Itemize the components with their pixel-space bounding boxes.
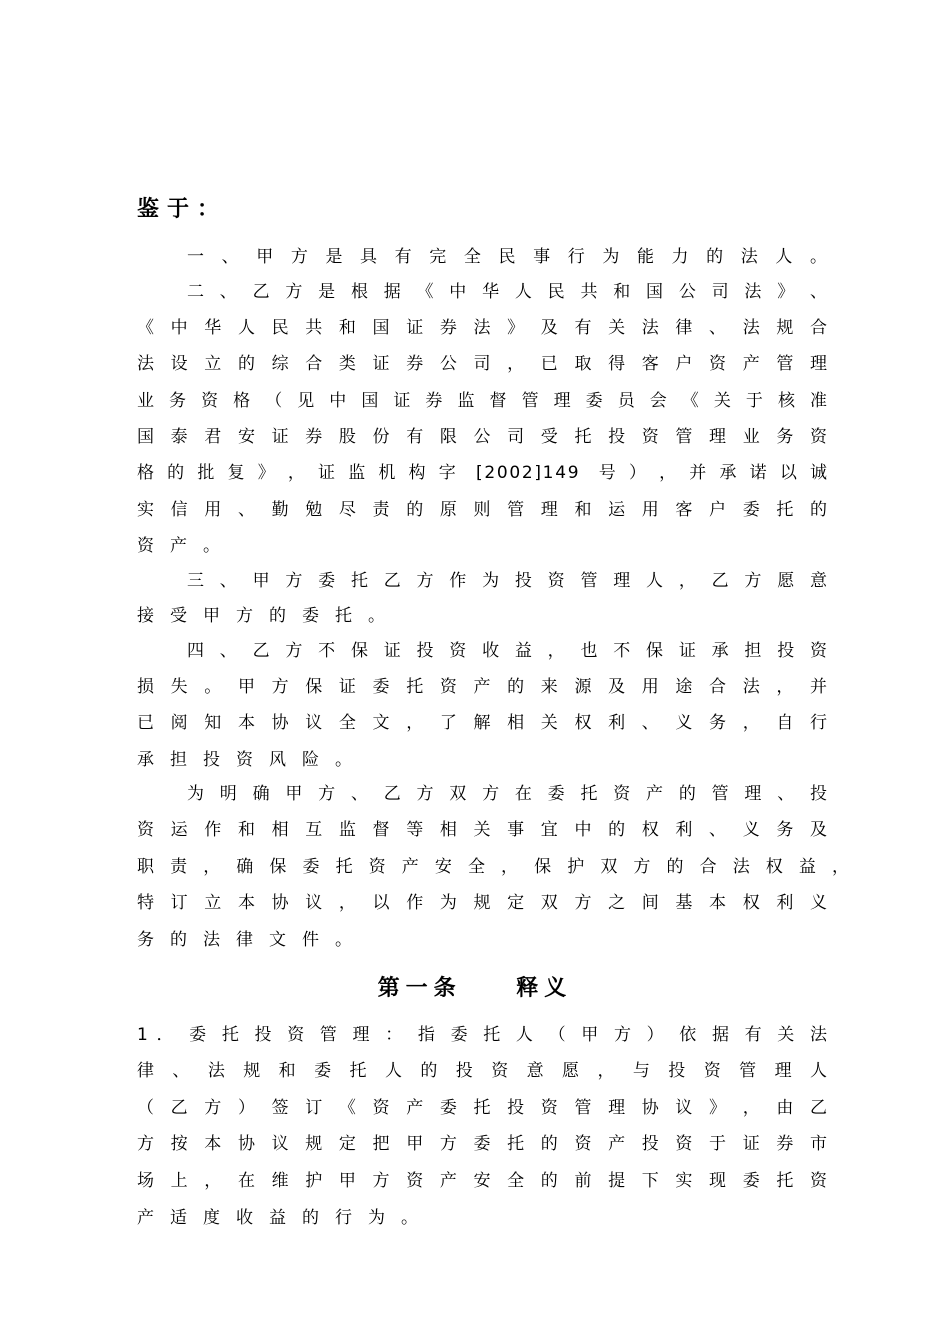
recital-item-2-line: 法 设 立 的 综 合 类 证 券 公 司 ， 已 取 得 客 户 资 产 管 理 [137, 354, 827, 374]
purpose-line: 资 运 作 和 相 互 监 督 等 相 关 事 宜 中 的 权 利 、 义 务 及 [137, 820, 827, 840]
recital-item-2-line: 资产。 [137, 536, 236, 556]
purpose-line: 职 责 ， 确 保 委 托 资 产 安 全 ， 保 护 双 方 的 合 法 权 益 ， [137, 857, 849, 877]
recital-item-1-line: 一 、 甲 方 是 具 有 完 全 民 事 行 为 能 力 的 法 人 。 [187, 247, 827, 267]
purpose-line: 特 订 立 本 协 议 ， 以 作 为 规 定 双 方 之 间 基 本 权 利 义 [137, 893, 827, 913]
recital-item-3-line: 三 、 甲 方 委 托 乙 方 作 为 投 资 管 理 人 ， 乙 方 愿 意 [187, 571, 827, 591]
purpose-line: 为 明 确 甲 方 、 乙 方 双 方 在 委 托 资 产 的 管 理 、 投 [187, 784, 827, 804]
recital-item-2-line: 二 、 乙 方 是 根 据 《 中 华 人 民 共 和 国 公 司 法 》 、 [187, 282, 827, 302]
recital-item-4-line: 已 阅 知 本 协 议 全 文 ， 了 解 相 关 权 利 、 义 务 ， 自 行 [137, 713, 827, 733]
definition-1-line: （ 乙 方 ） 签 订 《 资 产 委 托 投 资 管 理 协 议 》 ， 由 乙 [137, 1098, 827, 1118]
recital-item-2-line: 国 泰 君 安 证 券 股 份 有 限 公 司 受 托 投 资 管 理 业 务 资 [137, 427, 827, 447]
definition-1-line: 方 按 本 协 议 规 定 把 甲 方 委 托 的 资 产 投 资 于 证 券 市 [137, 1134, 827, 1154]
definition-1-line: 律 、 法 规 和 委 托 人 的 投 资 意 愿 ， 与 投 资 管 理 人 [137, 1061, 827, 1081]
definition-1-line: 1 ． 委 托 投 资 管 理 ： 指 委 托 人 （ 甲 方 ） 依 据 有 关 法 [137, 1025, 827, 1045]
recital-item-2-line: 格 的 批 复 》 ， 证 监 机 构 字 [ 2 0 0 2 ] 1 4 9 号 ） ， 并 承 诺 以 诚 [137, 463, 827, 483]
recital-item-4-line: 损 失 。 甲 方 保 证 委 托 资 产 的 来 源 及 用 途 合 法 ， 并 [137, 677, 827, 697]
recital-item-2-line: 实 信 用 、 勤 勉 尽 责 的 原 则 管 理 和 运 用 客 户 委 托 的 [137, 500, 827, 520]
definition-1-line: 产适度收益的行为。 [137, 1208, 434, 1228]
recital-item-3-line: 接受甲方的委托。 [137, 606, 401, 626]
recital-item-4-line: 四 、 乙 方 不 保 证 投 资 收 益 ， 也 不 保 证 承 担 投 资 [187, 641, 827, 661]
recital-item-2-line: 业 务 资 格 （ 见 中 国 证 券 监 督 管 理 委 员 会 《 关 于 核 准 [137, 391, 827, 411]
recital-item-4-line: 承担投资风险。 [137, 750, 368, 770]
article-1-title: 第一条 释义 [377, 976, 573, 1001]
purpose-line: 务的法律文件。 [137, 930, 368, 950]
recital-item-2-line: 《 中 华 人 民 共 和 国 证 券 法 》 及 有 关 法 律 、 法 规 合 [137, 318, 827, 338]
recitals-heading: 鉴于： [137, 197, 228, 222]
definition-1-line: 场 上 ， 在 维 护 甲 方 资 产 安 全 的 前 提 下 实 现 委 托 资 [137, 1171, 827, 1191]
